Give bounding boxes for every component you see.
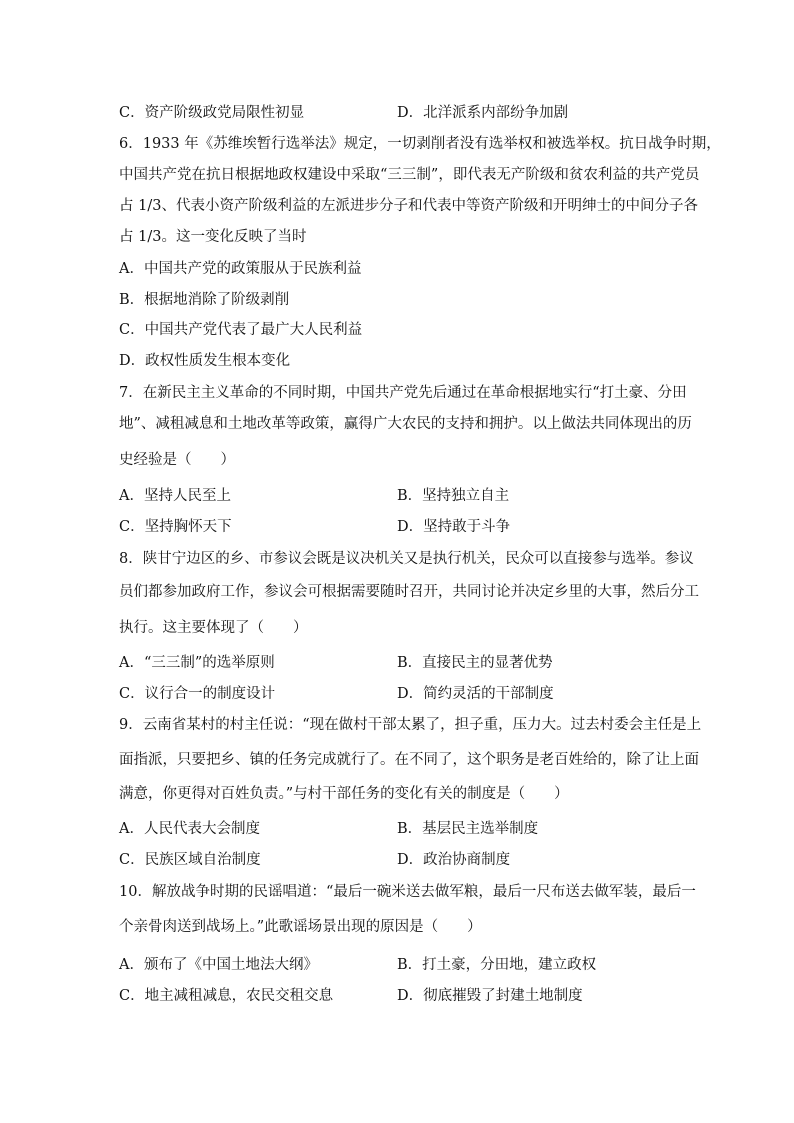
q6-stem-line-1: 6．1933 年《苏维埃暂行选举法》规定，一切剥削者没有选举权和被选举权。抗日战争时期， — [119, 136, 721, 152]
q8-stem-line-3: 执行。这主要体现了（ ） — [119, 620, 308, 636]
q10-stem-line-1: 10．解放战争时期的民谣唱道：“最后一碗米送去做军粮，最后一尺布送去做军装，最后一 — [119, 884, 696, 900]
q7-stem-line-1: 7．在新民主主义革命的不同时期，中国共产党先后通过在革命根据地实行“打土豪、分田 — [119, 385, 687, 401]
q9-stem-line-3: 满意，你更得对百姓负责。”与村干部任务的变化有关的制度是（ ） — [119, 786, 569, 802]
q7-stem-line-3: 史经验是（ ） — [119, 452, 235, 468]
q5-option-d: D．北洋派系内部纷争加剧 — [397, 105, 569, 121]
q6-stem-line-4: 占 1/3。这一变化反映了当时 — [119, 229, 307, 245]
q7-option-c: C．坚持胸怀天下 — [119, 519, 232, 535]
q10-option-d: D．彻底摧毁了封建土地制度 — [397, 988, 583, 1004]
q9-option-a: A．人民代表大会制度 — [119, 821, 260, 837]
q6-stem-line-3: 占 1/3、代表小资产阶级利益的左派进步分子和代表中等资产阶级和开明绅士的中间分子各 — [119, 198, 698, 214]
q8-option-b: B．直接民主的显著优势 — [397, 655, 553, 671]
q10-option-b: B．打土豪，分田地，建立政权 — [397, 957, 597, 973]
q8-option-c: C．议行合一的制度设计 — [119, 686, 276, 702]
q10-stem-line-2: 个亲骨肉送到战场上。”此歌谣场景出现的原因是（ ） — [119, 919, 482, 935]
q8-option-d: D．简约灵活的干部制度 — [397, 686, 554, 702]
q7-option-d: D．坚持敢于斗争 — [397, 519, 511, 535]
q9-stem-line-1: 9．云南省某村的村主任说：“现在做村干部太累了，担子重，压力大。过去村委会主任是上 — [119, 717, 702, 733]
q5-option-c: C．资产阶级政党局限性初显 — [119, 105, 305, 121]
q6-option-d: D．政权性质发生根本变化 — [119, 353, 291, 369]
q8-option-a: A．“三三制”的选举原则 — [119, 655, 275, 671]
q6-option-a: A．中国共产党的政策服从于民族利益 — [119, 261, 362, 277]
q9-option-b: B．基层民主选举制度 — [397, 821, 539, 837]
q10-option-c: C．地主减租减息，农民交租交息 — [119, 988, 334, 1004]
q10-option-a: A．颁布了《中国土地法大纲》 — [119, 957, 318, 973]
q7-stem-line-2: 地”、减租减息和土地改革等政策，赢得广大农民的支持和拥护。以上做法共同体现出的历 — [119, 416, 692, 432]
q8-stem-line-1: 8．陕甘宁边区的乡、市参议会既是议决机关又是执行机关，民众可以直接参与选举。参议 — [119, 551, 694, 567]
q6-option-b: B．根据地消除了阶级剥削 — [119, 292, 290, 308]
q9-stem-line-2: 面指派，只要把乡、镇的任务完成就行了。在不同了，这个职务是老百姓给的，除了让上面 — [119, 752, 699, 768]
q6-stem-line-2: 中国共产党在抗日根据地政权建设中采取“三三制”，即代表无产阶级和贫农利益的共产党员 — [119, 167, 700, 183]
q6-option-c: C．中国共产党代表了最广大人民利益 — [119, 322, 363, 338]
q9-option-d: D．政治协商制度 — [397, 852, 511, 868]
q8-stem-line-2: 员们都参加政府工作，参议会可根据需要随时召开，共同讨论并决定乡里的大事，然后分工 — [119, 584, 699, 600]
q7-option-a: A．坚持人民至上 — [119, 488, 231, 504]
q9-option-c: C．民族区域自治制度 — [119, 852, 261, 868]
q7-option-b: B．坚持独立自主 — [397, 488, 510, 504]
